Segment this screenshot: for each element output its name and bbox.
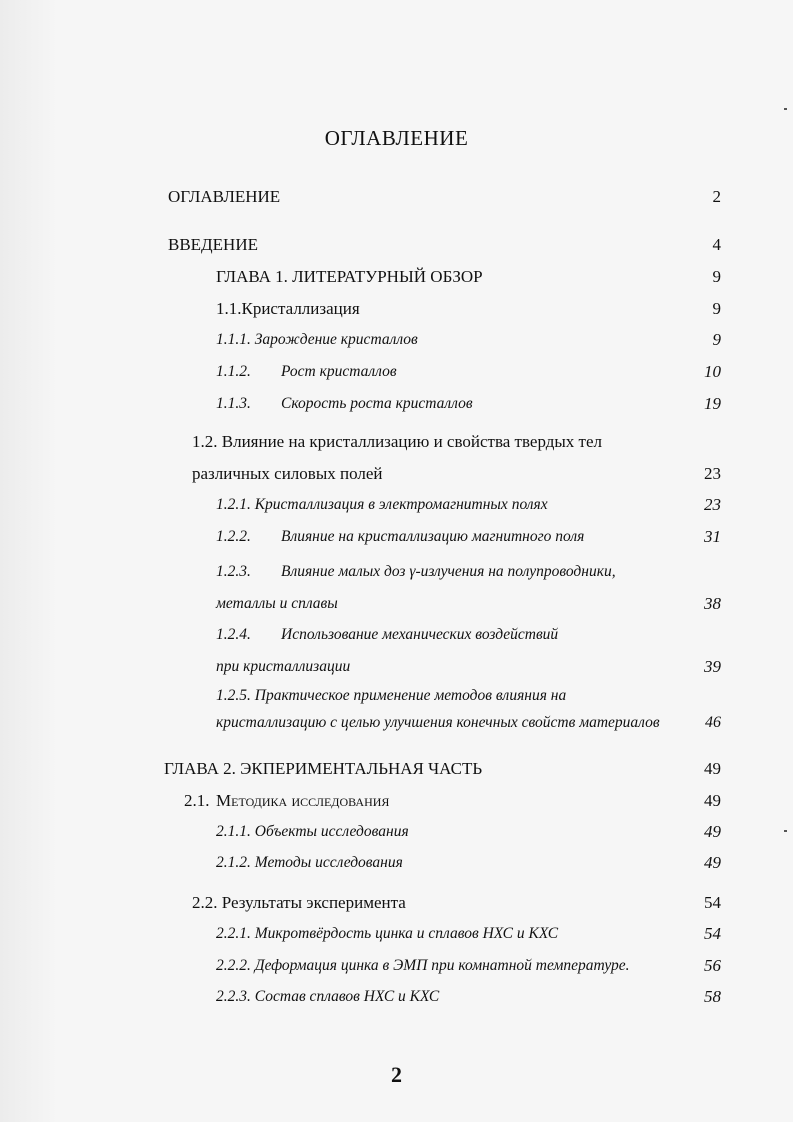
toc-entry-text: при кристаллизации — [216, 658, 351, 675]
toc-entry-2-2-1[interactable] — [0, 920, 793, 948]
toc-entry-page: 39 — [704, 657, 721, 676]
toc-entry-page: 49 — [704, 822, 721, 841]
toc-entry-text: Влияние на кристаллизацию магнитного поля — [281, 528, 585, 545]
toc-entry-page: 49 — [704, 853, 721, 872]
toc-entry-text: 2.2.1. Микротвёрдость цинка и сплавов НХС и КХС — [216, 925, 559, 942]
toc-entry-text: ГЛАВА 2. ЭКПЕРИМЕНТАЛЬНАЯ ЧАСТЬ — [164, 759, 483, 778]
toc-entry-page: 23 — [704, 495, 721, 514]
toc-entry-chapter-1[interactable] — [0, 263, 793, 291]
toc-entry-page: 54 — [704, 893, 721, 912]
toc-entry-page: 56 — [704, 956, 721, 975]
toc-entry-1-2-4-line1[interactable] — [0, 621, 793, 649]
toc-entry-number: 1.2.4. — [216, 626, 251, 643]
toc-entry-1-2-5-line1[interactable] — [0, 682, 793, 710]
page-title: ОГЛАВЛЕНИЕ — [324, 126, 469, 150]
toc-entry-number: 1.2.2. — [216, 528, 251, 545]
scan-mark — [784, 108, 787, 110]
toc-entry-1-2-3-line1[interactable] — [0, 558, 793, 586]
toc-entry-text: ГЛАВА 1. ЛИТЕРАТУРНЫЙ ОБЗОР — [216, 267, 483, 286]
toc-entry-text: 2.2.3. Состав сплавов НХС и КХС — [216, 988, 440, 1005]
toc-entry-page: 46 — [705, 714, 721, 731]
toc-entry-text: 1.1.Кристаллизация — [216, 299, 360, 318]
toc-entry-page: 9 — [712, 299, 721, 318]
toc-entry-1-2-1[interactable] — [0, 491, 793, 519]
toc-entry-page: 4 — [712, 235, 721, 254]
toc-entry-1-2-5-line2[interactable] — [0, 709, 793, 737]
toc-entry-text: ОГЛАВЛЕНИЕ — [168, 187, 281, 206]
toc-entry-text: металлы и сплавы — [216, 595, 338, 612]
toc-entry-text: 1.2.5. Практическое применение методов влияния на — [216, 687, 567, 704]
toc-entry-1-1-1[interactable] — [0, 326, 793, 354]
toc-entry-page: 10 — [704, 362, 721, 381]
toc-entry-1-1-3[interactable] — [0, 390, 793, 418]
toc-entry-1-1-2[interactable] — [0, 358, 793, 386]
toc-entry-text: Методика исследования — [216, 791, 390, 810]
toc-entry-contents[interactable] — [0, 183, 793, 211]
toc-entry-1-1[interactable] — [0, 295, 793, 323]
toc-entry-1-2-4-line2[interactable] — [0, 653, 793, 681]
toc-entry-page: 9 — [712, 330, 721, 349]
scan-mark — [784, 830, 787, 832]
toc-entry-text: Влияние малых доз γ-излучения на полупроводники, — [281, 563, 616, 580]
toc-entry-text: ВВЕДЕНИЕ — [168, 235, 258, 254]
toc-entry-number: 1.1.2. — [216, 363, 251, 380]
toc-entry-page: 23 — [704, 464, 721, 483]
toc-entry-text: Использование механических воздействий — [281, 626, 559, 643]
toc-entry-text: Скорость роста кристаллов — [281, 395, 473, 412]
toc-entry-1-2-3-line2[interactable] — [0, 590, 793, 618]
toc-entry-2-1-1[interactable] — [0, 818, 793, 846]
toc-entry-1-2-line1[interactable] — [0, 428, 793, 456]
toc-entry-number: 2.1. — [184, 791, 210, 810]
toc-entry-text: Рост кристаллов — [281, 363, 397, 380]
toc-entry-chapter-2[interactable] — [0, 755, 793, 783]
toc-entry-text: 1.1.1. Зарождение кристаллов — [216, 331, 418, 348]
toc-entry-text: 2.2.2. Деформация цинка в ЭМП при комнатной температуре. — [216, 957, 630, 974]
toc-entry-text: 1.2.1. Кристаллизация в электромагнитных полях — [216, 496, 548, 513]
toc-entry-2-1[interactable] — [0, 787, 793, 815]
toc-entry-text: 1.2. Влияние на кристаллизацию и свойства твердых тел — [192, 432, 603, 451]
toc-entry-page: 49 — [704, 759, 721, 778]
toc-entry-introduction[interactable] — [0, 231, 793, 259]
toc-entry-2-1-2[interactable] — [0, 849, 793, 877]
toc-entry-2-2-2[interactable] — [0, 952, 793, 980]
toc-entry-2-2[interactable] — [0, 889, 793, 917]
toc-entry-text: 2.1.1. Объекты исследования — [216, 823, 409, 840]
toc-entry-page: 9 — [712, 267, 721, 286]
toc-entry-text: 2.1.2. Методы исследования — [216, 854, 403, 871]
toc-entry-page: 31 — [704, 527, 721, 546]
page-number: 2 — [391, 1062, 402, 1087]
toc-entry-2-2-3[interactable] — [0, 983, 793, 1011]
toc-entry-number: 1.2.3. — [216, 563, 251, 580]
toc-entry-page: 58 — [704, 987, 721, 1006]
toc-entry-page: 2 — [712, 187, 721, 206]
toc-entry-1-2-2[interactable] — [0, 523, 793, 551]
toc-entry-page: 54 — [704, 924, 721, 943]
toc-entry-page: 19 — [704, 394, 721, 413]
toc-entry-page: 38 — [704, 594, 721, 613]
toc-entry-text: различных силовых полей — [192, 464, 383, 483]
toc-entry-1-2-line2[interactable] — [0, 460, 793, 488]
toc-entry-page: 49 — [704, 791, 721, 810]
toc-entry-text: 2.2. Результаты эксперимента — [192, 893, 406, 912]
toc-entry-number: 1.1.3. — [216, 395, 251, 412]
toc-entry-text: кристаллизацию с целью улучшения конечных свойств материалов — [216, 714, 660, 731]
